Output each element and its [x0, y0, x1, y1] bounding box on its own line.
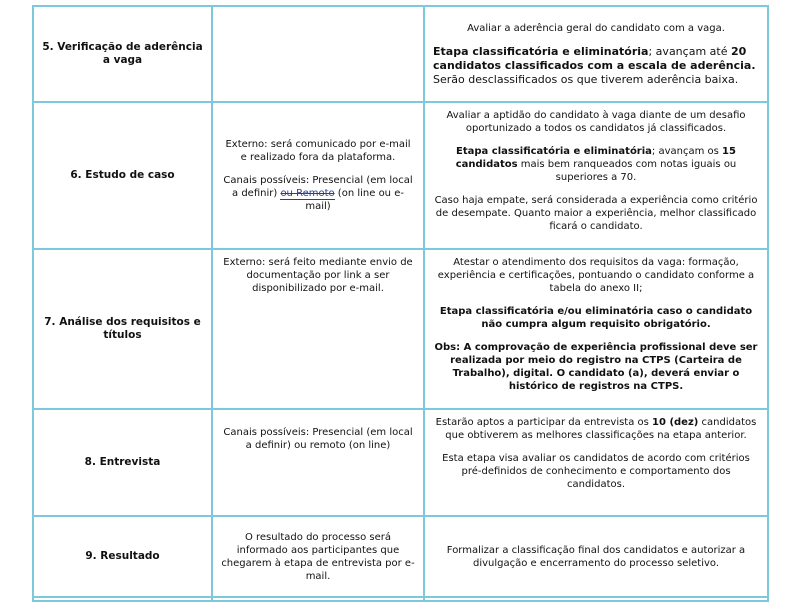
channel-cell [212, 249, 424, 409]
stage-cell [33, 102, 212, 249]
stage-cell [33, 249, 212, 409]
stage-cell [33, 6, 212, 102]
channel-cell [212, 516, 424, 597]
stage-cell [33, 597, 212, 601]
description-cell [424, 102, 768, 249]
description-text: Etapa classificatória e eliminatória; avançam até 20 candidatos classificados com a escala de aderência. Serão desclassificados os que tiverem aderência baixa. [433, 44, 756, 86]
table-row [33, 516, 768, 597]
channel-text: Canais possíveis: Presencial (em local a definir) ou Remoto (on line ou e-mail) [223, 175, 413, 212]
stage-title: 7. Análise dos requisitos e títulos [44, 316, 201, 341]
channel-text: O resultado do processo será informado aos participantes que chegarem à etapa de entrevista por e-mail. [221, 531, 415, 582]
description-text: Atestar o atendimento dos requisitos da vaga: formação, experiência e certificações, pontuando o candidato conforme a tabela do anexo II; [437, 257, 755, 294]
stage-title: 9. Resultado [85, 550, 160, 562]
struck-remote-link[interactable]: ou Remoto [280, 188, 335, 199]
selection-process-table [32, 5, 769, 602]
description-text: Avaliar a aptidão do candidato à vaga diante de um desafio oportunizado a todos os candidatos já classificados. [446, 110, 746, 134]
stage-title: 6. Estudo de caso [70, 169, 175, 181]
channel-text: Canais possíveis: Presencial (em local a definir) ou remoto (on line) [223, 427, 413, 451]
channel-cell [212, 409, 424, 516]
stage-title: 5. Verificação de aderência a vaga [42, 41, 203, 66]
channel-text: Externo: será comunicado por e-mail e realizado fora da plataforma. [225, 139, 411, 163]
description-text: Esta etapa visa avaliar os candidatos de acordo com critérios pré-definidos de conhecimento e comportamento dos candidatos. [442, 453, 750, 490]
channel-cell [212, 597, 424, 601]
description-cell [424, 409, 768, 516]
channel-text: Externo: será feito mediante envio de documentação por link a ser disponibilizado por e-mail. [223, 257, 413, 294]
table-row [33, 6, 768, 102]
description-cell [424, 249, 768, 409]
table-row [33, 102, 768, 249]
description-text: Estarão aptos a participar da entrevista os 10 (dez) candidatos que obtiverem as melhores classificações na etapa anterior. [435, 417, 757, 441]
stage-title: 8. Entrevista [84, 456, 161, 468]
table-row [33, 597, 768, 601]
description-cell [424, 6, 768, 102]
description-text: Formalizar a classificação final dos candidatos e autorizar a divulgação e encerramento do processo seletivo. [446, 544, 746, 569]
description-cell [424, 597, 768, 601]
channel-cell [212, 102, 424, 249]
channel-cell [212, 6, 424, 102]
description-text: Obs: A comprovação de experiência profissional deve ser realizada por meio do registro na CTPS (Carteira de Trabalho), digital. O candidato (a), deverá enviar o histórico de registros na CTPS. [434, 342, 758, 392]
table-row [33, 409, 768, 516]
stage-cell [33, 516, 212, 597]
description-text: Etapa classificatória e/ou eliminatória caso o candidato não cumpra algum requisito obrigatório. [439, 306, 753, 330]
stage-cell [33, 409, 212, 516]
description-text: Avaliar a aderência geral do candidato com a vaga. [467, 22, 725, 34]
table-row [33, 249, 768, 409]
description-text: Caso haja empate, será considerada a experiência como critério de desempate. Quanto maior a experiência, melhor classificado ficará o candidato. [434, 195, 758, 232]
description-text: Etapa classificatória e eliminatória; avançam os 15 candidatos mais bem ranqueados com notas iguais ou superiores a 70. [455, 146, 737, 183]
description-cell [424, 516, 768, 597]
